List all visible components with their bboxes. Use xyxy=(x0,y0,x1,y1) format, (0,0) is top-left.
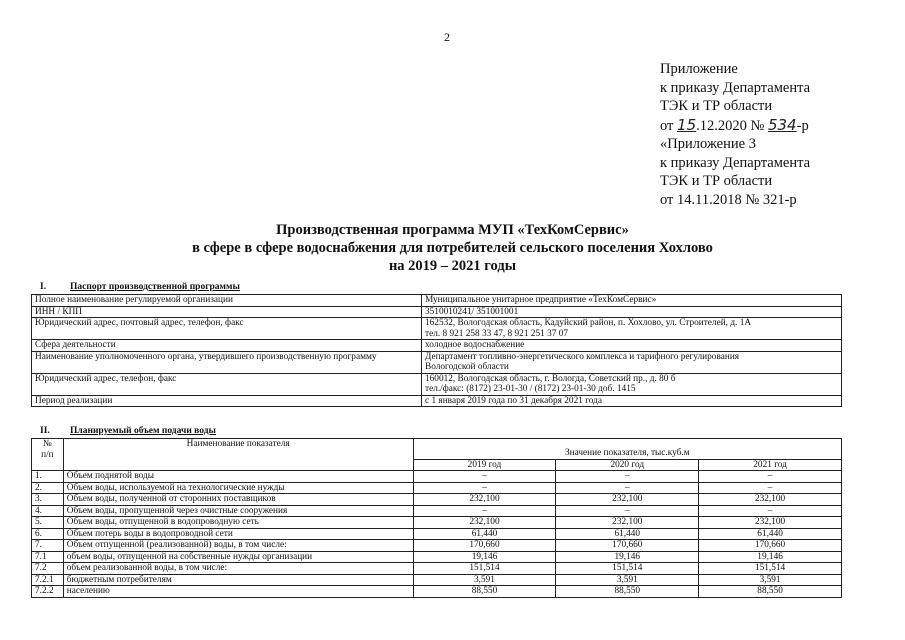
row-value: 88,550 xyxy=(413,586,556,598)
row-value: 61,440 xyxy=(699,528,842,540)
appendix-order-date-line xyxy=(660,116,810,136)
passport-value-cell xyxy=(422,318,842,340)
passport-key: Наименование уполномоченного органа, утвердившего производственную программу xyxy=(32,351,422,373)
handwritten-order-number: 534 xyxy=(767,115,797,134)
header-value-group: Значение показателя, тыс.куб.м xyxy=(413,439,841,460)
row-indicator-name: Объем воды, используемой на технологические нужды xyxy=(63,482,413,494)
passport-row xyxy=(32,295,842,307)
passport-value-cell xyxy=(422,295,842,307)
appendix-line: к приказу Департамента xyxy=(660,154,811,171)
row-value: 19,146 xyxy=(699,551,842,563)
header-year: 2020 год xyxy=(556,459,699,471)
page-number: 2 xyxy=(444,30,450,44)
table-row xyxy=(32,540,842,552)
section-title: Паспорт производственной программы xyxy=(70,282,240,292)
passport-key: Сфера деятельности xyxy=(32,340,422,352)
passport-row xyxy=(32,395,842,407)
passport-value: Муниципальное унитарное предприятие «ТехКомСервис» xyxy=(425,295,657,305)
passport-key: Юридический адрес, почтовый адрес, телефон, факс xyxy=(32,318,422,340)
row-value: – xyxy=(556,505,699,517)
title-line: в сфере в сфере водоснабжения для потребителей сельского поселения Хохлово xyxy=(192,240,713,256)
row-value: 61,440 xyxy=(556,528,699,540)
row-number: 4. xyxy=(32,505,64,517)
document-title xyxy=(0,221,905,275)
appendix-text: от xyxy=(660,117,678,134)
title-line: Производственная программа МУП «ТехКомСервис» xyxy=(276,222,629,238)
passport-value-cell xyxy=(422,340,842,352)
row-indicator-name: Объем воды, полученной от сторонних поставщиков xyxy=(63,494,413,506)
passport-value-cell xyxy=(422,395,842,407)
row-number: 1. xyxy=(32,471,64,483)
row-value: 151,514 xyxy=(413,563,556,575)
row-indicator-name: объем воды, отпущенной на собственные нужды организации xyxy=(63,551,413,563)
row-value: – xyxy=(699,482,842,494)
row-indicator-name: Объем отпущенной (реализованной) воды, в том числе: xyxy=(63,540,413,552)
table-row xyxy=(32,563,842,575)
row-number: 6. xyxy=(32,528,64,540)
row-value: 232,100 xyxy=(699,517,842,529)
passport-value-line2: тел./факс: (8172) 23-01-30 / (8172) 23-01-30 доб. 1415 xyxy=(425,384,636,394)
appendix-text: -р xyxy=(796,117,809,134)
row-value: – xyxy=(413,505,556,517)
row-number: 5. xyxy=(32,517,64,529)
header-year: 2019 год xyxy=(413,459,556,471)
table-row xyxy=(32,505,842,517)
row-value: 232,100 xyxy=(413,494,556,506)
table-row xyxy=(32,551,842,563)
table-row xyxy=(32,471,842,483)
row-value: 61,440 xyxy=(413,528,556,540)
row-value: 3,591 xyxy=(413,574,556,586)
row-indicator-name: бюджетным потребителям xyxy=(63,574,413,586)
row-value: 232,100 xyxy=(413,517,556,529)
appendix-line: к приказу Департамента xyxy=(660,79,811,96)
row-indicator-name: Объем воды, отпущенной в водопроводную сеть xyxy=(63,517,413,529)
appendix-line: Приложение xyxy=(660,61,738,77)
passport-value-cell xyxy=(422,373,842,395)
passport-value-line2: тел. 8 921 258 33 47, 8 921 251 37 07 xyxy=(425,328,568,339)
section1-heading xyxy=(40,282,240,292)
row-number: 7.2.2 xyxy=(32,586,64,598)
passport-table xyxy=(31,294,842,407)
row-value: – xyxy=(699,505,842,517)
row-number: 7. xyxy=(32,540,64,552)
passport-value: 3510010241/ 351001001 xyxy=(425,306,519,317)
row-value: – xyxy=(413,482,556,494)
table-row xyxy=(32,517,842,529)
passport-row xyxy=(32,306,842,318)
passport-row xyxy=(32,351,842,373)
section-title: Планируемый объем подачи воды xyxy=(70,426,216,436)
table-row xyxy=(32,574,842,586)
row-number: 7.1 xyxy=(32,551,64,563)
passport-row xyxy=(32,373,842,395)
row-value: – xyxy=(699,471,842,483)
row-value: – xyxy=(556,482,699,494)
section-number: I. xyxy=(40,282,47,292)
appendix-line: от 14.11.2018 № 321-р xyxy=(660,191,797,208)
row-value: 170,660 xyxy=(413,540,556,552)
header-num-sub: п/п xyxy=(41,449,54,460)
table-row xyxy=(32,494,842,506)
appendix-line: ТЭК и ТР области xyxy=(660,98,773,114)
appendix-block xyxy=(660,60,810,209)
passport-value: холодное водоснабжение xyxy=(425,340,525,350)
row-value: 19,146 xyxy=(413,551,556,563)
passport-value: с 1 января 2019 года по 31 декабря 2021 года xyxy=(425,395,603,406)
row-value: 170,660 xyxy=(556,540,699,552)
row-value: – xyxy=(413,471,556,483)
row-number: 2. xyxy=(32,482,64,494)
table-header-row xyxy=(32,439,842,460)
row-value: 3,591 xyxy=(556,574,699,586)
passport-value: 162532, Вологодская область, Кадуйский район, п. Хохлово, ул. Строителей, д. 1А xyxy=(425,318,752,328)
passport-row xyxy=(32,318,842,340)
header-num: № xyxy=(42,439,52,449)
passport-value: 160012, Вологодская область, г. Вологда, Советский пр., д. 80 б xyxy=(425,373,676,384)
row-value: 232,100 xyxy=(699,494,842,506)
passport-value-line2: Вологодской области xyxy=(425,362,509,372)
passport-value-cell xyxy=(422,306,842,318)
table-row xyxy=(32,482,842,494)
row-number: 7.2 xyxy=(32,563,64,575)
row-value: 88,550 xyxy=(556,586,699,598)
row-value: 88,550 xyxy=(699,586,842,598)
section2-heading xyxy=(40,426,216,436)
row-value: 170,660 xyxy=(699,540,842,552)
passport-key: Юридический адрес, телефон, факс xyxy=(32,373,422,395)
passport-value: Департамент топливно-энергетического комплекса и тарифного регулирования xyxy=(425,351,740,362)
row-value: – xyxy=(556,471,699,483)
row-indicator-name: населению xyxy=(63,586,413,598)
header-year: 2021 год xyxy=(699,459,842,471)
row-value: 151,514 xyxy=(556,563,699,575)
row-value: 19,146 xyxy=(556,551,699,563)
appendix-line: «Приложение 3 xyxy=(660,136,756,152)
row-indicator-name: Объем поднятой воды xyxy=(63,471,413,483)
passport-value-cell xyxy=(422,351,842,373)
row-indicator-name: Объем потерь воды в водопроводной сети xyxy=(63,528,413,540)
row-value: 3,591 xyxy=(699,574,842,586)
section-number: II. xyxy=(40,426,50,436)
handwritten-day: 15 xyxy=(677,115,697,134)
appendix-line: ТЭК и ТР области xyxy=(660,173,773,189)
table-row xyxy=(32,528,842,540)
passport-key: Период реализации xyxy=(32,395,422,407)
row-value: 232,100 xyxy=(556,494,699,506)
title-line: на 2019 – 2021 годы xyxy=(388,258,517,274)
row-value: 151,514 xyxy=(699,563,842,575)
appendix-text: .12.2020 № xyxy=(696,117,768,134)
row-number: 3. xyxy=(32,494,64,506)
passport-row xyxy=(32,340,842,352)
passport-key: ИНН / КПП xyxy=(32,306,422,318)
row-indicator-name: объем реализованной воды, в том числе: xyxy=(63,563,413,575)
water-volume-table xyxy=(31,438,842,598)
row-value: 232,100 xyxy=(556,517,699,529)
row-number: 7.2.1 xyxy=(32,574,64,586)
passport-key: Полное наименование регулируемой организации xyxy=(32,295,422,307)
header-num-cell xyxy=(32,439,64,471)
header-name: Наименование показателя xyxy=(63,439,413,471)
row-indicator-name: Объем воды, пропущенной через очистные сооружения xyxy=(63,505,413,517)
table-row xyxy=(32,586,842,598)
